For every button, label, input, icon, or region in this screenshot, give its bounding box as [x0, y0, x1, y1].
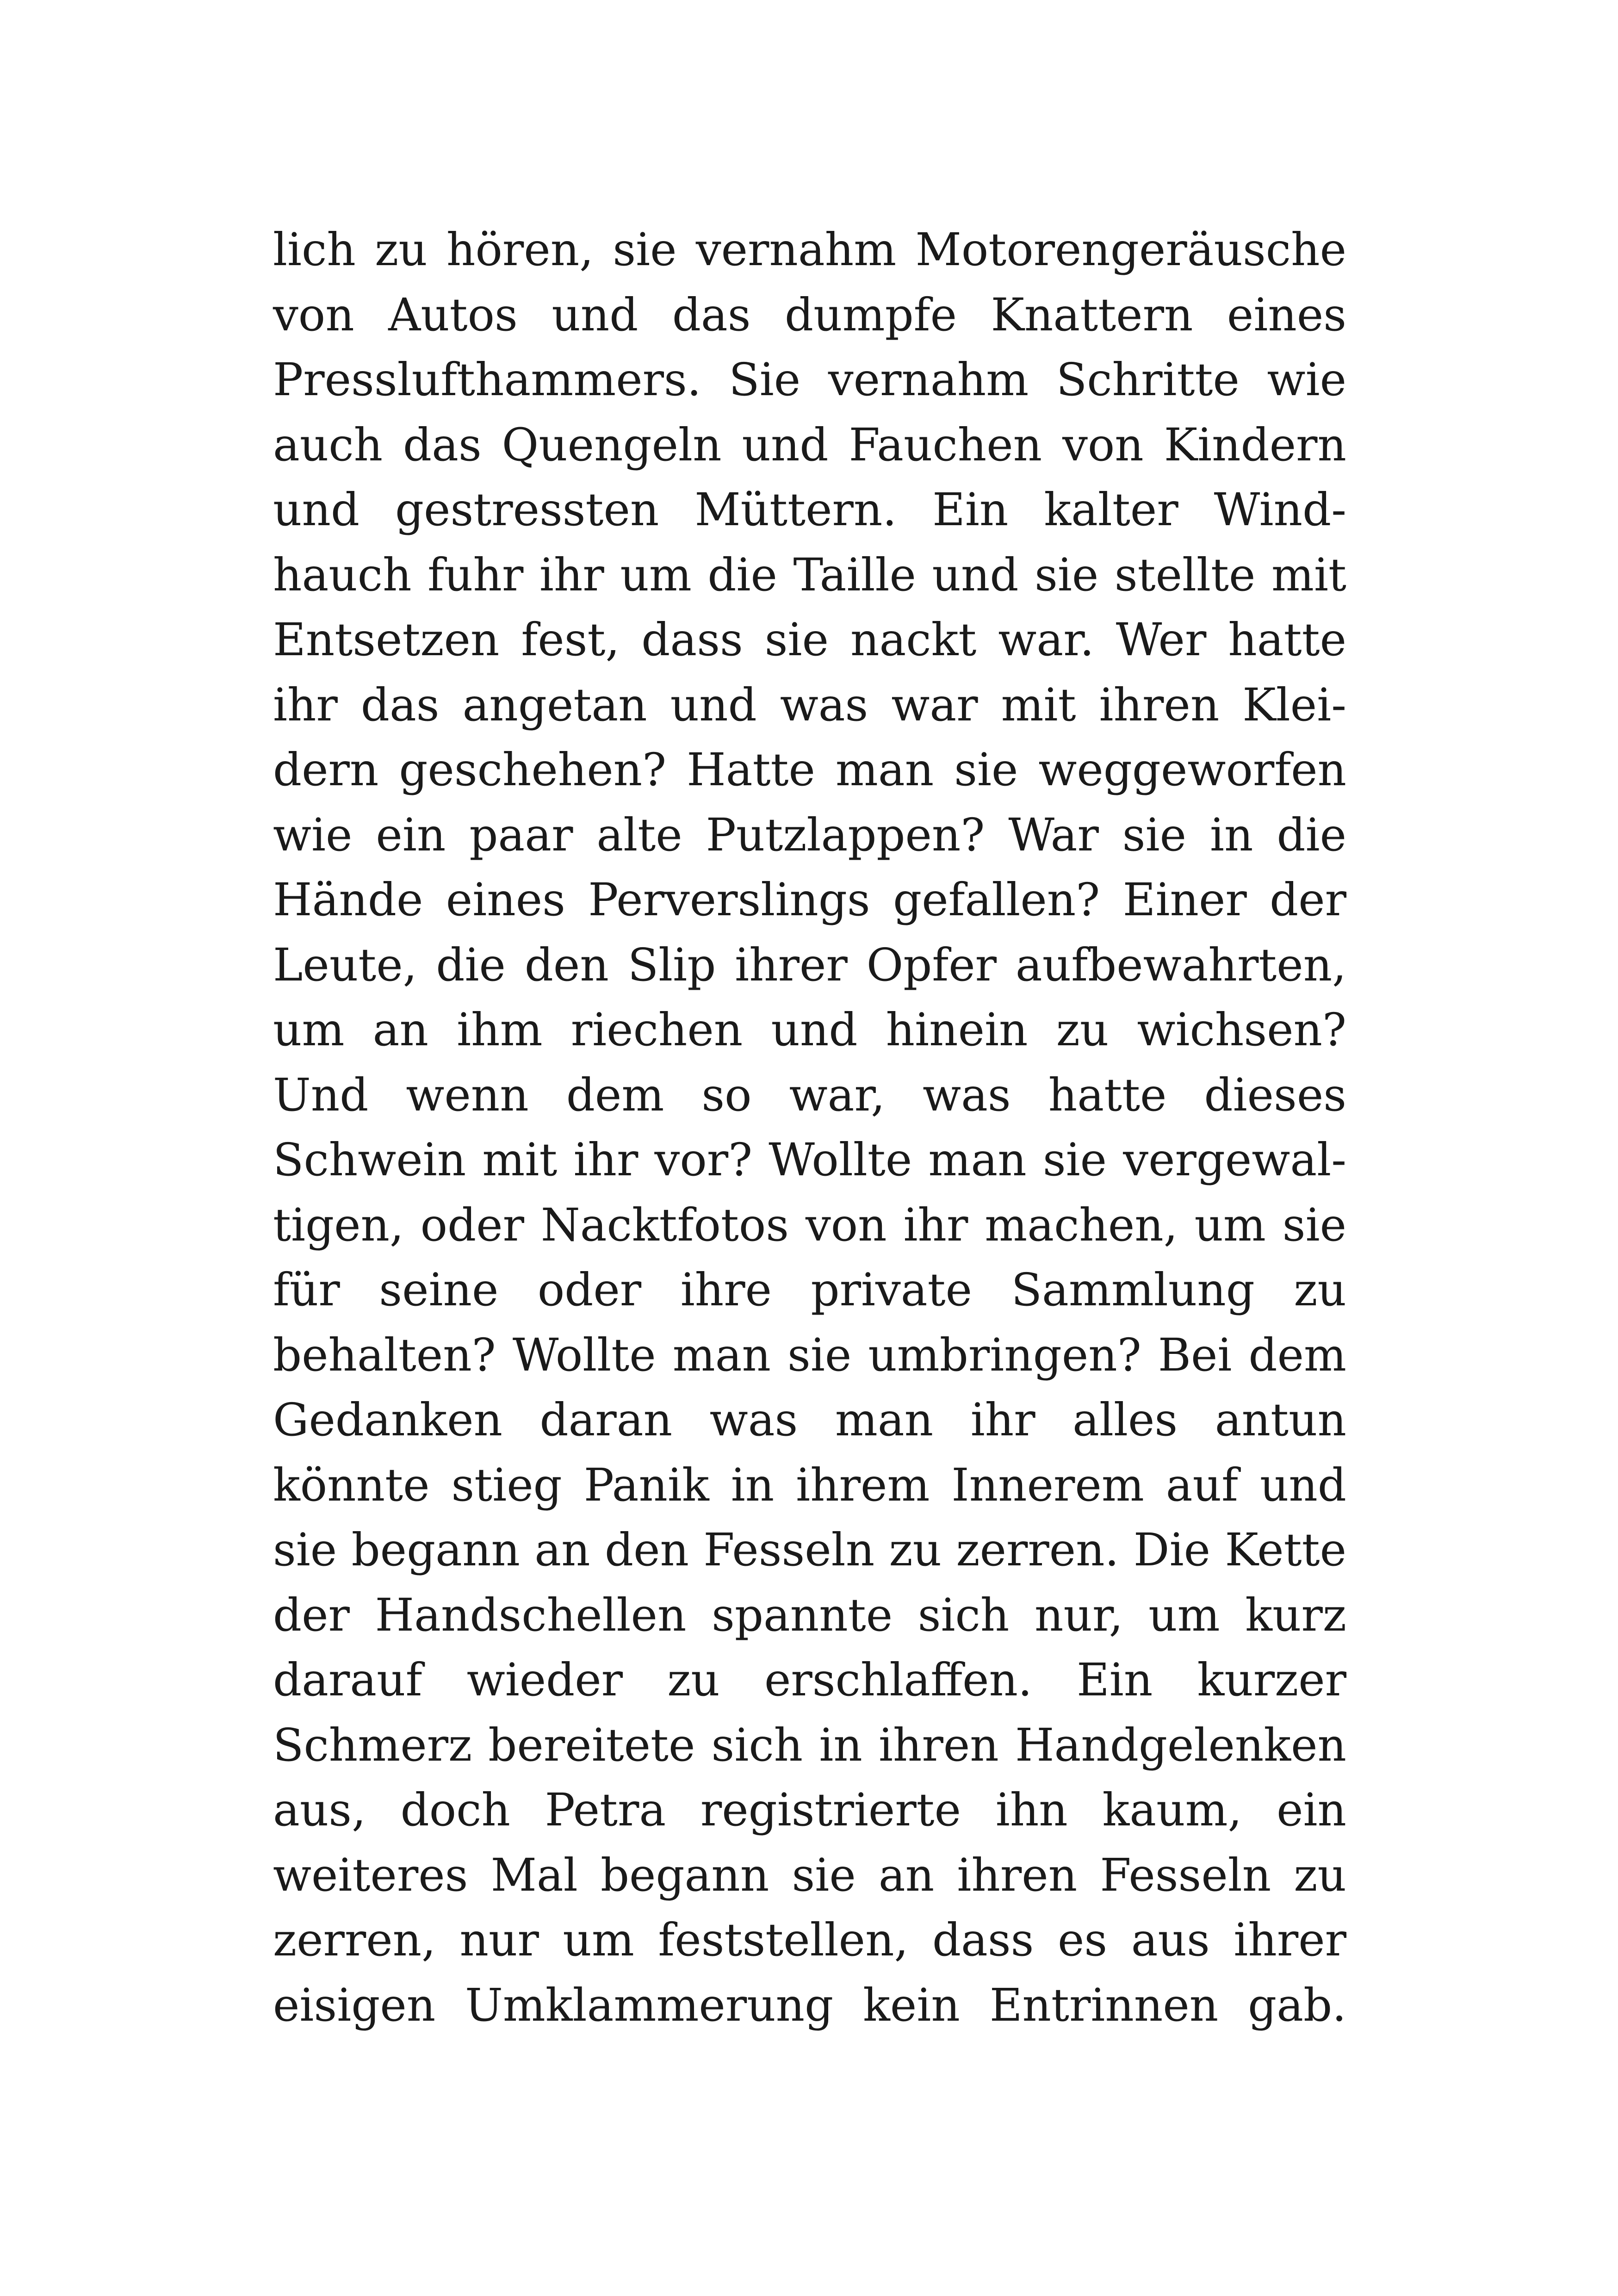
text-line-25: aus, doch Petra registrierte ihn kaum, ein [273, 1784, 1346, 1836]
text-line-3: Presslufthammers. Sie vernahm Schritte wie [273, 354, 1346, 406]
text-line-1: lich zu hören, sie vernahm Motorengeräusche [273, 223, 1346, 276]
text-line-17: für seine oder ihre private Sammlung zu [273, 1264, 1346, 1316]
text-line-4: auch das Quengeln und Fauchen von Kindern [273, 418, 1346, 471]
text-line-26: weiteres Mal begann sie an ihren Fesseln zu [273, 1849, 1346, 1901]
text-line-11: Hände eines Perverslings gefallen? Einer der [273, 874, 1346, 926]
text-line-16: tigen, oder Nacktfotos von ihr machen, um sie [273, 1198, 1346, 1251]
text-line-20: könnte stieg Panik in ihrem Innerem auf und [273, 1458, 1346, 1511]
text-line-15: Schwein mit ihr vor? Wollte man sie vergewal- [273, 1134, 1346, 1186]
text-line-14: Und wenn dem so war, was hatte dieses [273, 1068, 1346, 1121]
text-line-8: ihr das angetan und was war mit ihren Klei- [273, 678, 1346, 731]
text-line-5: und gestressten Müttern. Ein kalter Wind- [273, 484, 1346, 536]
text-line-10: wie ein paar alte Putzlappen? War sie in die [273, 808, 1346, 861]
text-line-28: eisigen Umklammerung kein Entrinnen gab. [273, 1979, 1346, 2031]
text-line-9: dern geschehen? Hatte man sie weggeworfen [273, 744, 1346, 796]
text-line-6: hauch fuhr ihr um die Taille und sie stellte mit [273, 548, 1346, 601]
body-text [273, 217, 1346, 2038]
text-line-12: Leute, die den Slip ihrer Opfer aufbewahrten, [273, 938, 1346, 991]
text-line-21: sie begann an den Fesseln zu zerren. Die Kette [273, 1524, 1346, 1576]
text-line-13: um an ihm riechen und hinein zu wichsen? [273, 1004, 1346, 1056]
text-line-19: Gedanken daran was man ihr alles antun [273, 1394, 1346, 1446]
text-line-18: behalten? Wollte man sie umbringen? Bei dem [273, 1328, 1346, 1381]
text-line-24: Schmerz bereitete sich in ihren Handgelenken [273, 1719, 1346, 1771]
text-line-22: der Handschellen spannte sich nur, um kurz [273, 1589, 1346, 1641]
text-line-7: Entsetzen fest, dass sie nackt war. Wer hatte [273, 614, 1346, 666]
text-line-23: darauf wieder zu erschlaffen. Ein kurzer [273, 1654, 1346, 1706]
text-line-2: von Autos und das dumpfe Knattern eines [273, 288, 1346, 341]
text-line-27: zerren, nur um feststellen, dass es aus ihrer [273, 1914, 1346, 1966]
